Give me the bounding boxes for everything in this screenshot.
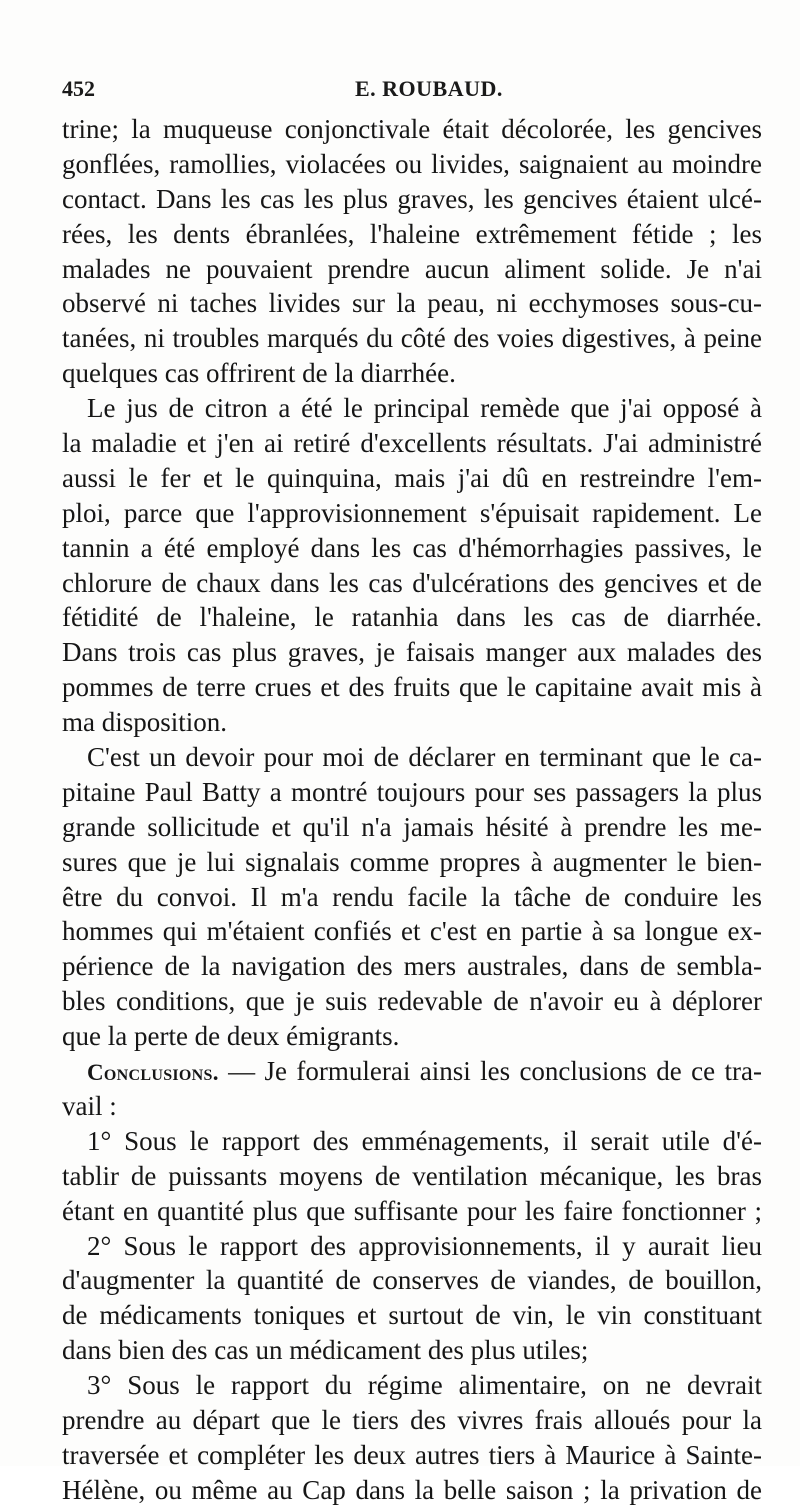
text-line: observé ni taches livides sur la peau, ni ecchymoses sous-cu- — [62, 288, 762, 319]
text-line: la maladie et j'en ai retiré d'excellents résultats. J'ai administré — [62, 428, 762, 459]
text-line: aussi le fer et le quinquina, mais j'ai dû en restreindre l'em- — [62, 462, 762, 493]
text-line: sures que je lui signalais comme propres à augmenter le bien- — [62, 846, 762, 877]
page-header — [62, 76, 762, 110]
conclusion-item-1: 1° Sous le rapport des emménagements, il serait utile d'é- — [87, 1125, 762, 1156]
text-line: tanées, ni troubles marqués du côté des voies digestives, à peine — [62, 323, 762, 354]
text-line: rées, les dents ébranlées, l'haleine extrêmement fétide ; les — [62, 218, 762, 249]
page-number: 452 — [62, 76, 95, 101]
text-line: gonflées, ramollies, violacées ou livides, saignaient au moindre — [62, 148, 762, 179]
text-line: quelques cas offrirent de la diarrhée. — [62, 358, 456, 389]
text-line: fétidité de l'haleine, le ratanhia dans les cas de diarrhée. — [62, 602, 762, 633]
text-line: tannin a été employé dans les cas d'hémorrhagies passives, le — [62, 532, 762, 563]
text-line: C'est un devoir pour moi de déclarer en terminant que le ca- — [87, 742, 762, 773]
text-line: tablir de puissants moyens de ventilation mécanique, les bras — [62, 1160, 762, 1191]
body-text — [62, 112, 762, 1508]
text-line: Dans trois cas plus graves, je faisais manger aux malades des — [62, 637, 762, 668]
text-line: vail : — [62, 1090, 117, 1121]
conclusion-item-2: 2° Sous le rapport des approvisionnements, il y aurait lieu — [87, 1230, 762, 1261]
text-line: chlorure de chaux dans les cas d'ulcérations des gencives et de — [62, 567, 762, 598]
text-line: que la perte de deux émigrants. — [62, 1021, 400, 1052]
text-line: dans bien des cas un médicament des plus utiles; — [62, 1335, 589, 1366]
text-line: trine; la muqueuse conjonctivale était décolorée, les gencives — [62, 114, 762, 144]
text-line: de médicaments toniques et surtout de vin, le vin constituant — [62, 1300, 762, 1331]
text-line: être du convoi. Il m'a rendu facile la tâche de conduire les — [62, 881, 762, 912]
text-line: pitaine Paul Batty a montré toujours pour ses passagers la plus — [62, 776, 762, 807]
text-line: hommes qui m'étaient confiés et c'est en partie à sa longue ex- — [62, 916, 762, 947]
text-line: traversée et compléter les deux autres tiers à Maurice à Sainte- — [62, 1439, 762, 1470]
text-line: pommes de terre crues et des fruits que le capitaine avait mis à — [62, 672, 762, 703]
text-line: prendre au départ que le tiers des vivres frais alloués pour la — [62, 1404, 762, 1435]
text-line: ma disposition. — [62, 707, 228, 738]
conclusions-label: Conclusions. — [87, 1060, 219, 1086]
text-line: étant en quantité plus que suffisante pour les faire fonctionner ; — [62, 1195, 762, 1226]
text-line: Le jus de citron a été le principal remède que j'ai opposé à — [87, 393, 762, 424]
text-line: contact. Dans les cas les plus graves, les gencives étaient ulcé- — [62, 183, 762, 214]
text-line: ploi, parce que l'approvisionnement s'épuisait rapidement. Le — [62, 497, 762, 528]
running-head: E. ROUBAUD. — [355, 76, 503, 101]
text-line: bles conditions, que je suis redevable de n'avoir eu à déplorer — [62, 986, 762, 1017]
text-line: grande sollicitude et qu'il n'a jamais hésité à prendre les me- — [62, 811, 762, 842]
text-line: malades ne pouvaient prendre aucun aliment solide. Je n'ai — [62, 253, 762, 284]
text-line: Hélène, ou même au Cap dans la belle saison ; la privation de — [62, 1474, 762, 1505]
text-line: périence de la navigation des mers australes, dans de sembla- — [62, 951, 762, 982]
conclusions-intro: — Je formulerai ainsi les conclusions de ce tra- — [218, 1056, 762, 1087]
text-line: d'augmenter la quantité de conserves de viandes, de bouillon, — [62, 1265, 762, 1296]
conclusions-line — [62, 1054, 762, 1089]
conclusion-item-3: 3° Sous le rapport du régime alimentaire, on ne devrait — [87, 1370, 762, 1401]
